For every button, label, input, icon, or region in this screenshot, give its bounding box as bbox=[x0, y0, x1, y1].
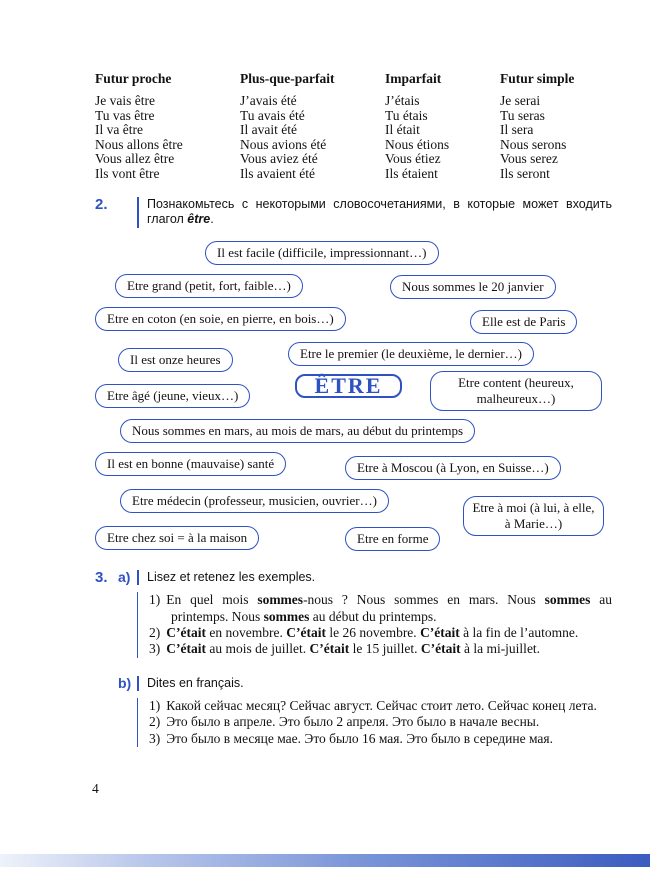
conjugation-column-plus-que-parfait bbox=[240, 71, 385, 182]
list-item bbox=[149, 641, 612, 657]
list-item bbox=[149, 714, 612, 730]
bubble-il-est-en-bonne-sante: Il est en bonne (mauvaise) santé bbox=[95, 452, 286, 476]
exercise-3a-header bbox=[95, 570, 612, 586]
verb-forms: J’étais Tu étais Il était Nous étions Vous étiez Ils étaient bbox=[385, 93, 450, 181]
exercise-2-header bbox=[95, 197, 612, 228]
bubble-elle-est-de-paris: Elle est de Paris bbox=[470, 310, 577, 334]
bubble-etre-grand: Etre grand (petit, fort, faible…) bbox=[115, 274, 303, 298]
item-number: 1) bbox=[149, 592, 161, 608]
exercise-3b-header bbox=[95, 676, 612, 692]
exercise-3b-items bbox=[137, 698, 612, 747]
bubble-etre-en-forme: Etre en forme bbox=[345, 527, 440, 551]
item-number: 3) bbox=[149, 730, 161, 746]
conjugation-column-futur-simple bbox=[500, 71, 612, 182]
bubble-il-est-onze-heures: Il est onze heures bbox=[118, 348, 233, 372]
bubble-etre-a-moi: Etre à moi (à lui, à elle, à Marie…) bbox=[463, 496, 604, 536]
conjugation-table bbox=[95, 71, 612, 182]
item-text: Какой сейчас месяц? Сейчас август. Сейчас стоит лето. Сейчас конец лета. bbox=[166, 698, 597, 714]
page-content bbox=[95, 71, 612, 747]
bubble-nous-sommes-le-20-janvier: Nous sommes le 20 janvier bbox=[390, 275, 556, 299]
exercise-3a-instruction: Lisez et retenez les exemples. bbox=[137, 570, 612, 586]
item-text: En quel mois sommes-nous ? Nous sommes en mars. Nous sommes au printemps. Nous sommes au début du printemps. bbox=[166, 592, 613, 624]
etre-usage-diagram bbox=[95, 237, 612, 555]
part-a-label: a) bbox=[118, 568, 131, 585]
list-item bbox=[149, 698, 612, 714]
bubble-etre-content: Etre content (heureux, malheureux…) bbox=[430, 371, 602, 411]
conjugation-column-futur-proche bbox=[95, 71, 240, 182]
verb-forms: Je serai Tu seras Il sera Nous serons Vous serez Ils seront bbox=[500, 93, 567, 181]
list-item bbox=[149, 625, 612, 641]
bubble-etre-le-premier: Etre le premier (le deuxième, le dernier…) bbox=[288, 342, 534, 366]
bubble-etre-en-coton: Etre en coton (en soie, en pierre, en bois…) bbox=[95, 307, 346, 331]
list-item bbox=[149, 592, 612, 625]
exercise-3b-instruction: Dites en français. bbox=[137, 676, 612, 692]
column-header: Imparfait bbox=[385, 71, 442, 86]
item-text: C’était au mois de juillet. C’était le 15 juillet. C’était à la mi-juillet. bbox=[166, 641, 541, 657]
exercise-2-number: 2. bbox=[95, 195, 108, 213]
conjugation-column-imparfait bbox=[385, 71, 500, 182]
column-header: Futur simple bbox=[500, 71, 575, 86]
item-number: 3) bbox=[149, 641, 161, 657]
bubble-etre-chez-soi: Etre chez soi = à la maison bbox=[95, 526, 259, 550]
bubble-etre-a-moscou: Etre à Moscou (à Lyon, en Suisse…) bbox=[345, 456, 561, 480]
etre-center-label: ÊTRE bbox=[295, 374, 402, 398]
item-text: Это было в апреле. Это было 2 апреля. Это было в начале весны. bbox=[166, 714, 540, 730]
verb-forms: J’avais été Tu avais été Il avait été Nous avions été Vous aviez été Ils avaient été bbox=[240, 93, 327, 181]
part-b-label: b) bbox=[118, 674, 132, 691]
exercise-2-instruction: Познакомьтесь с некоторыми словосочетаниями, в которые может входить глагол être. bbox=[137, 197, 612, 228]
bubble-nous-sommes-en-mars: Nous sommes en mars, au mois de mars, au début du printemps bbox=[120, 419, 475, 443]
exercise-3a-items bbox=[137, 592, 612, 657]
verb-forms: Je vais être Tu vas être Il va être Nous allons être Vous allez être Ils vont être bbox=[95, 93, 183, 181]
bubble-etre-age: Etre âgé (jeune, vieux…) bbox=[95, 384, 250, 408]
list-item bbox=[149, 731, 612, 747]
item-number: 2) bbox=[149, 624, 161, 640]
bubble-il-est-facile: Il est facile (difficile, impressionnant…) bbox=[205, 241, 439, 265]
item-number: 1) bbox=[149, 698, 161, 714]
page-edge-decoration bbox=[0, 854, 650, 867]
column-header: Futur proche bbox=[95, 71, 172, 86]
page-number: 4 bbox=[92, 781, 99, 796]
bubble-etre-medecin: Etre médecin (professeur, musicien, ouvrier…) bbox=[120, 489, 389, 513]
item-text: Это было в месяце мае. Это было 16 мая. Это было в середине мая. bbox=[166, 730, 553, 746]
item-text: C’était en novembre. C’était le 26 novembre. C’était à la fin de l’automne. bbox=[166, 624, 579, 640]
column-header: Plus-que-parfait bbox=[240, 71, 335, 86]
exercise-3-number: 3. bbox=[95, 568, 108, 586]
item-number: 2) bbox=[149, 714, 161, 730]
